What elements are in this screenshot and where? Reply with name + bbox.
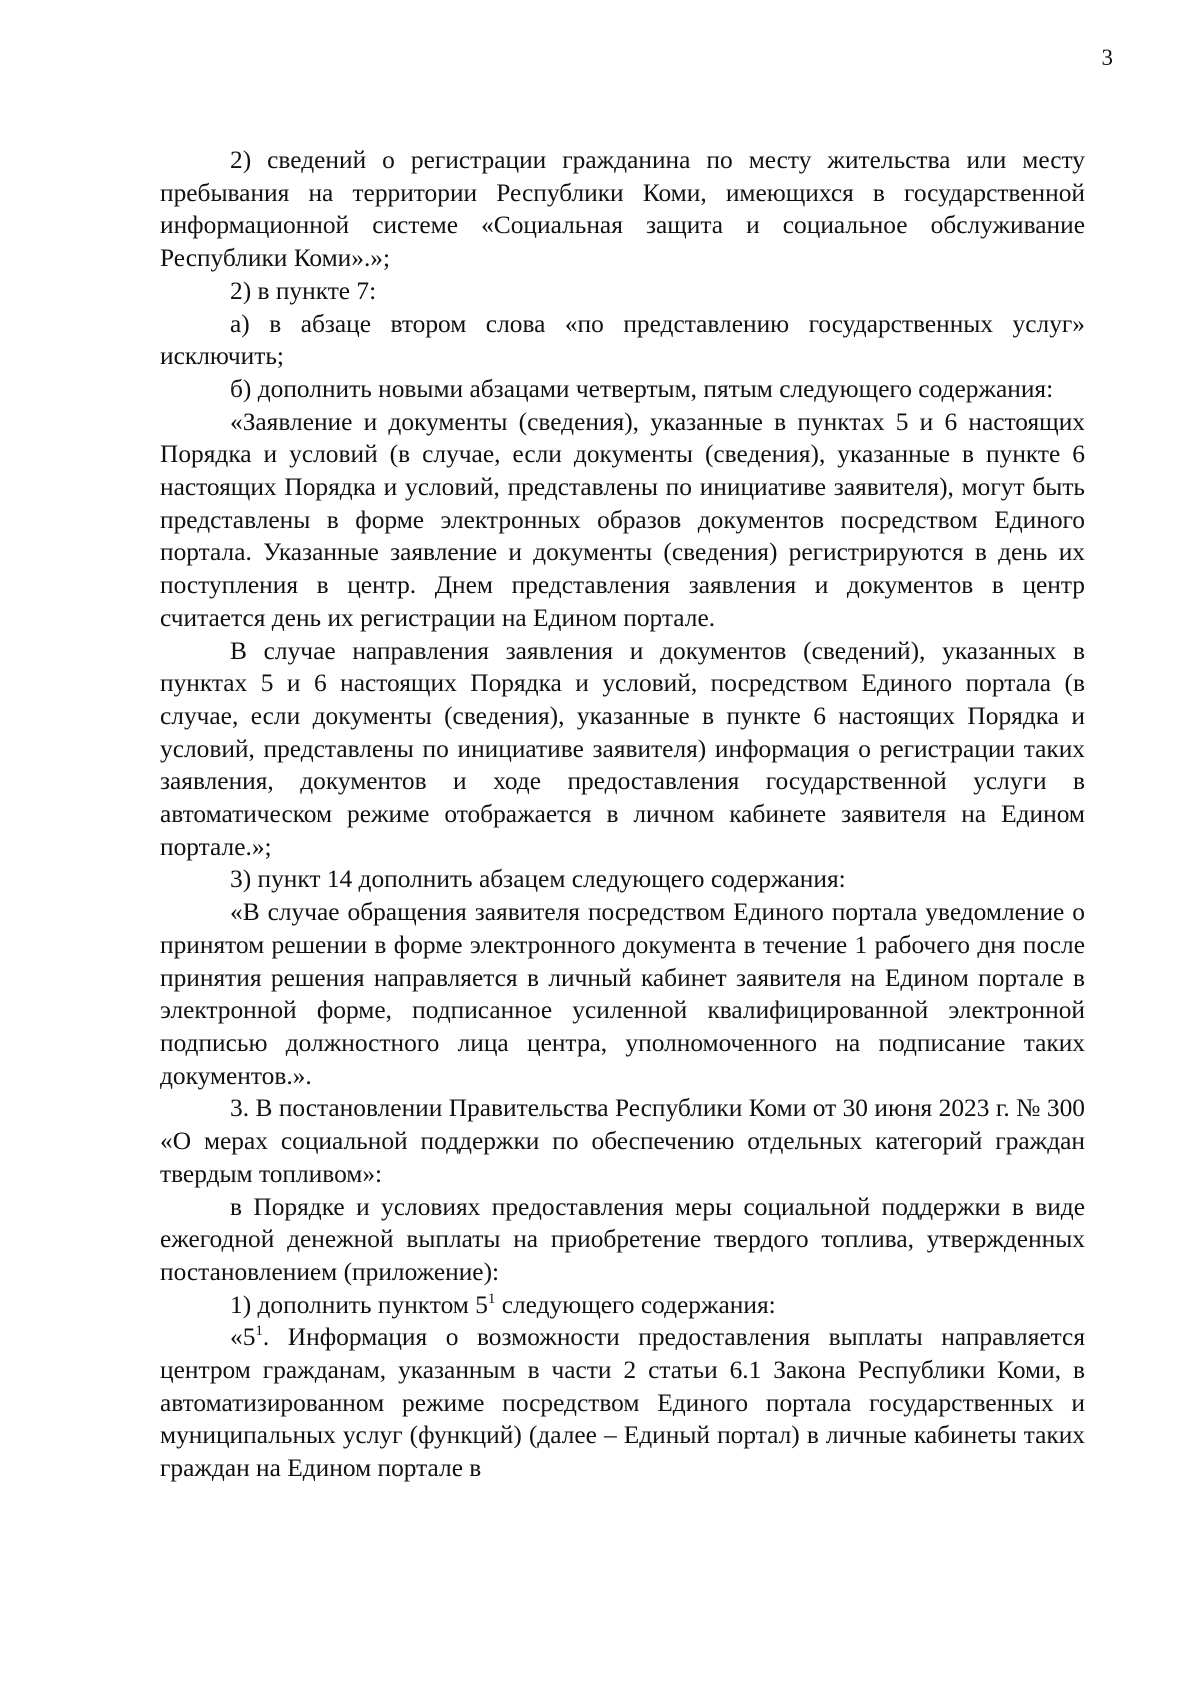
paragraph-decision-notice: «В случае обращения заявителя посредством Единого портала уведомление о принятом решении в форме электронного документа в течение 1 рабочего дня после принятия решения направляется в личный кабинет заявителя на Едином портале в электронной форме, подписанное усиленной квалифицированной электронной подписью должностного лица центра, уполномоченного на подписание таких документов.». bbox=[160, 898, 1085, 1090]
item-5-1-text: . Информация о возможности предоставления выплаты направляется центром гражданам, указанным в части 2 статьи 6.1 Закона Республики Коми, в автоматизированном режиме посредством Единого портала государственных и муниципальных услуг (функций) (далее – Единый портал) в личные кабинеты таких граждан на Едином портале в bbox=[160, 1323, 1085, 1483]
add-item-text-end: следующего содержания: bbox=[495, 1290, 776, 1319]
add-item-text: 1) дополнить пунктом 5 bbox=[230, 1290, 488, 1319]
paragraph-resolution-300: 3. В постановлении Правительства Республики Коми от 30 июня 2023 г. № 300 «О мерах социальной поддержки по обеспечению отдельных категорий граждан твердым топливом»: bbox=[160, 1094, 1085, 1188]
paragraph-application-documents: «Заявление и документы (сведения), указанные в пунктах 5 и 6 настоящих Порядка и условий (в случае, если документы (сведения), указанные в пункте 6 настоящих Порядка и условий, представлены по инициативе заявителя), могут быть представлены в форме электронных образов документов посредством Единого портала. Указанные заявление и документы (сведения) регистрируются в день их поступления в центр. Днем представления заявления и документов в центр считается день их регистрации на Едином портале. bbox=[160, 407, 1085, 632]
paragraph-point-7: 2) в пункте 7: bbox=[230, 276, 377, 305]
document-body bbox=[160, 144, 1085, 1485]
paragraph-application-via-portal: В случае направления заявления и документов (сведений), указанных в пунктах 5 и 6 настоящих Порядка и условий, посредством Единого портала (в случае, если документы (сведения), указанные в пункте 6 настоящих Порядка и условий, представлены по инициативе заявителя) информация о регистрации таких заявления, документов и ходе предоставления государственной услуги в автоматическом режиме отображается в личном кабинете заявителя на Едином портале.»; bbox=[160, 636, 1085, 861]
page-number: 3 bbox=[1101, 45, 1113, 70]
superscript-1-item: 1 bbox=[255, 1323, 263, 1340]
paragraph-sub-a: а) в абзаце втором слова «по представлению государственных услуг» исключить; bbox=[160, 309, 1085, 371]
paragraph-add-item-5-1 bbox=[160, 1289, 1085, 1322]
paragraph-sub-b: б) дополнить новыми абзацами четвертым, пятым следующего содержания: bbox=[230, 374, 1054, 403]
item-5-1-open: «5 bbox=[230, 1323, 256, 1352]
paragraph-registration-info: 2) сведений о регистрации гражданина по месту жительства или месту пребывания на территории Республики Коми, имеющихся в государственной информационной системе «Социальная защита и социальное обслуживание Республики Коми».»; bbox=[160, 146, 1085, 273]
paragraph-point-14: 3) пункт 14 дополнить абзацем следующего содержания: bbox=[230, 865, 846, 894]
paragraph-item-5-1 bbox=[160, 1321, 1085, 1485]
superscript-1: 1 bbox=[487, 1290, 496, 1307]
paragraph-procedure-conditions: в Порядке и условиях предоставления меры социальной поддержки в виде ежегодной денежной выплаты на приобретение твердого топлива, утвержденных постановлением (приложение): bbox=[160, 1192, 1085, 1286]
